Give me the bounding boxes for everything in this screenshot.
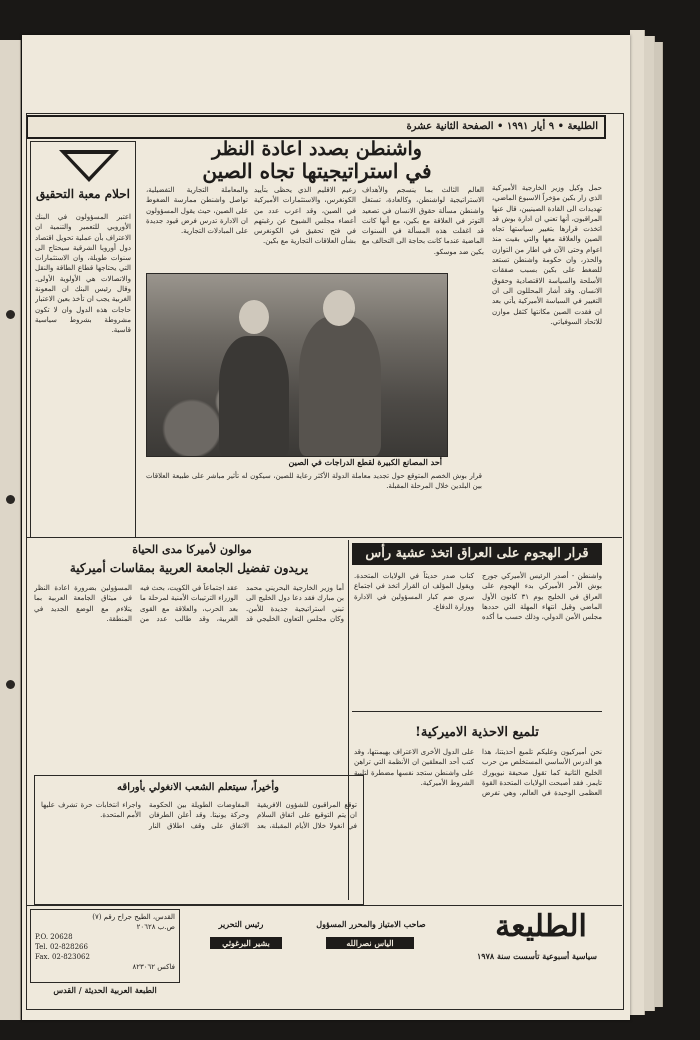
main-article-col3-text: زعيم الاقليم الذي يحظى بتأييد الكونغرس، والاستثمارات الأميركية في الصين، وقد اعرب عدد من أعضاء مجلس الشيوخ عن رغبتهم في فتح تحقيق في الكونغرس بشأن العلاقات التجارية مع بكين. xyxy=(254,186,356,246)
article-two-body xyxy=(34,583,344,769)
main-article-col1-text: حمل وكيل وزير الخارجية الأميركية الذي زار بكين مؤخراً الاسبوع الماضي، تهديدات الى القادة الصينيين، قال عنها المراقبون، أنها تعني ان ادارة بوش قد اتخذت قرارها بتغيير سياستها تجاه الصين والعلاقة معها والتي بقيت منذ اعوام وحتى الآن في اطار من التوازن والحذر، وان حكومة واشنطن تستعد للضغط على بكين بسبب صفقات الأسلحة والسياسة الاقتصادية وحقوق الانسان. وقد أشار المحللون الى ان التغيير في السياسة الأميركية يأتي بعد ان فقدت الصين مكانتها كثقل موازن للاتحاد السوفياتي. xyxy=(492,184,602,326)
founded-line: سياسية أسبوعية تأسست سنة ١٩٧٨ xyxy=(476,951,597,961)
article-three-divider xyxy=(352,711,602,712)
editor-name: بشير البرغوثي xyxy=(210,937,282,949)
issue-header: الطليعة • ٩ أيار ١٩٩١ • الصفحة الثانية عشرة xyxy=(26,115,606,139)
masthead-top-rule xyxy=(26,905,622,906)
main-article-col4 xyxy=(146,185,248,271)
newspaper-logo: الطليعة xyxy=(495,909,587,944)
article-three-banner: قرار الهجوم على العراق اتخذ عشية رأس السنة xyxy=(352,543,602,565)
article-two-headline: يريدون تفضيل الجامعة العربية بمقاسات أميركية xyxy=(69,561,309,575)
left-page-edge xyxy=(0,40,21,1020)
main-headline-line1: واشنطن بصدد اعادة النظر xyxy=(212,138,422,160)
main-headline xyxy=(152,139,482,183)
article-two-text: أما وزير الخارجية البحريني محمد بن مبارك فقد دعا دول الخليج الى تبني استراتيجية جديدة للأمن. وكان مجلس التعاون الخليجي قد عقد اجتماعاً في الكويت، بحث فيه الوزراء الترتيبات الأمنية لمرحلة ما بعد الحرب، والعلاقة مع القوى الغربية، وقد طالب عدد من المسؤولين بضرورة اعادة النظر في ميثاق الجامعة العربية بما يتلاءم مع الوضع الجديد في المنطقة. xyxy=(34,584,344,623)
main-article-col3 xyxy=(254,185,356,271)
main-article-col1 xyxy=(492,183,602,533)
contact-box xyxy=(30,909,180,983)
photo-head-left xyxy=(239,300,269,334)
sidebar-box xyxy=(30,141,136,538)
photo-person-left xyxy=(219,336,289,456)
punch-hole xyxy=(6,680,15,689)
owner-label: صاحب الامتياز والمحرر المسؤول xyxy=(316,919,426,929)
sidebar-paragraph: اعتبر المسؤولون في البنك الأوروبي للتعمير والتنمية ان الاعتراف بأن عملية تحويل اقتصاد دول أوروبا الشرقية سيحتاج الى سنوات طويلة، وان الاستثمارات التي يحتاجها قطاع الطاقة والنقل والاتصالات هي الأولوية الأولى. وقال رئيس البنك ان المعونة الغربية يجب ان تأخذ بعين الاعتبار حاجات هذه الدول وان لا تكون مشروطة بشروط سياسية قاسية. xyxy=(35,213,131,335)
article-five-box xyxy=(34,775,364,905)
article-three-body xyxy=(354,571,602,701)
paper-stack-edge-1 xyxy=(630,30,645,1015)
fax-arabic: فاكس ٨٢٣٠٦٢ xyxy=(132,963,175,971)
punch-hole xyxy=(6,495,15,504)
main-article-bottom-text: قرار بوش الخصم المتوقع حول تجديد معاملة الدولة الأكثر رعاية للصين، سيكون له تأثير مباشر على طبيعة العلاقات بين البلدين خلال المرحلة المقبلة. xyxy=(146,472,482,491)
article-three-text: واشنطن - أصدر الرئيس الأميركي جورج بوش الأمر الأميركي بدء الهجوم على العراق في الخليج يوم ٣١ كانون الأول الماضي وقبل انتهاء المهلة التي حددها مجلس الأمن الدولي، وذلك حسب ما أكده كتاب صدر حديثاً في الولايات المتحدة. ويقول المؤلف ان القرار اتخذ في اجتماع سري ضم كبار المسؤولين في الادارة ووزارة الدفاع. xyxy=(354,572,602,622)
section-divider xyxy=(26,537,622,538)
editor-label: رئيس التحرير xyxy=(218,919,264,929)
fax-number: Fax. 02-823062 xyxy=(35,953,90,961)
owner-name: الياس نصرالله xyxy=(326,937,414,949)
article-five-body xyxy=(41,800,357,898)
photo-head-right xyxy=(323,290,355,326)
article-two-kicker: موالون لأميركا مدى الحياة xyxy=(132,543,252,556)
article-four-text: نحن أميركيون وعليكم تلميع أحذيتنا، هذا هو الدرس الأساسي المستخلص من حرب الخليج الثانية كما تقول صحيفة نيويورك تايمز. فقد أصبحت الولايات المتحدة القوة العظمى الوحيدة في العالم، وهي تفرض على الدول الأخرى الاعتراف بهيمنتها، وقد كتب أحد المعلقين ان الأنظمة التي تراهن على واشنطن ستجد نفسها مضطرة لتلبية الشروط الأميركية. xyxy=(354,748,602,798)
main-article-bottom xyxy=(146,471,482,535)
sidebar-text xyxy=(35,212,131,532)
main-article-col4-text: والمعاملة التجارية التفضيلية، تواصل واشنطن ممارسة الضغوط على الصين، حيث يقول المسؤولون ان الادارة تدرس فرض قيود جديدة على المبادلات التجارية. xyxy=(146,186,248,236)
triangle-logo-inner xyxy=(67,154,111,177)
masthead xyxy=(26,905,622,1008)
main-article-col2-text: العالم الثالث بما ينسجم والأهداف الاستراتيجية لواشنطن، وكالعادة، تستغل واشنطن مسألة حقوق الانسان في تصعيد التوتر في العلاقة مع بكين، مع أنها كانت قد اغفلت هذه المسألة في السنوات الماضية عندما كانت بحاجة الى التحالف مع بكين ضد موسكو. xyxy=(362,186,484,256)
article-five-text: توقع المراقبون للشؤون الافريقية ان يتم التوقيع على اتفاق السلام في انغولا خلال الأيام المقبلة، بعد المفاوضات الطويلة بين الحكومة وحركة يونيتا. وقد أعلن الطرفان الاتفاق على وقف اطلاق النار واجراء انتخابات حرة تشرف عليها الأمم المتحدة. xyxy=(41,801,357,830)
main-article-col2 xyxy=(362,185,484,271)
punch-hole xyxy=(6,310,15,319)
publisher-line: الطبعة العربية الحديثة / القدس xyxy=(53,985,157,995)
telephone: Tel. 02-828266 xyxy=(35,943,88,951)
article-four-body xyxy=(354,747,602,899)
photo-caption: أحد المصانع الكبيرة لقطع الدراجات في الصين xyxy=(288,457,442,467)
main-headline-line2: في استراتيجيتها تجاه الصين xyxy=(202,159,432,184)
address-line2: ص.ب ٢٠٦٢٨ xyxy=(136,923,175,931)
paper-stack-edge-3 xyxy=(654,42,663,1007)
newspaper-page xyxy=(22,35,630,1020)
address-line1: القدس، الطيح جراح رقم (٧) xyxy=(92,913,175,921)
article-five-headline: وأخيراً، سيتعلم الشعب الانغولي بأوراقه xyxy=(117,782,279,793)
po-box: P.O. 20628 xyxy=(35,933,73,941)
sidebar-title: احلام معبة التحقيق xyxy=(35,187,131,201)
article-four-headline: تلميع الاحذية الاميركية! xyxy=(415,725,539,740)
factory-workers-photo xyxy=(146,273,448,457)
photo-person-right xyxy=(299,316,381,456)
